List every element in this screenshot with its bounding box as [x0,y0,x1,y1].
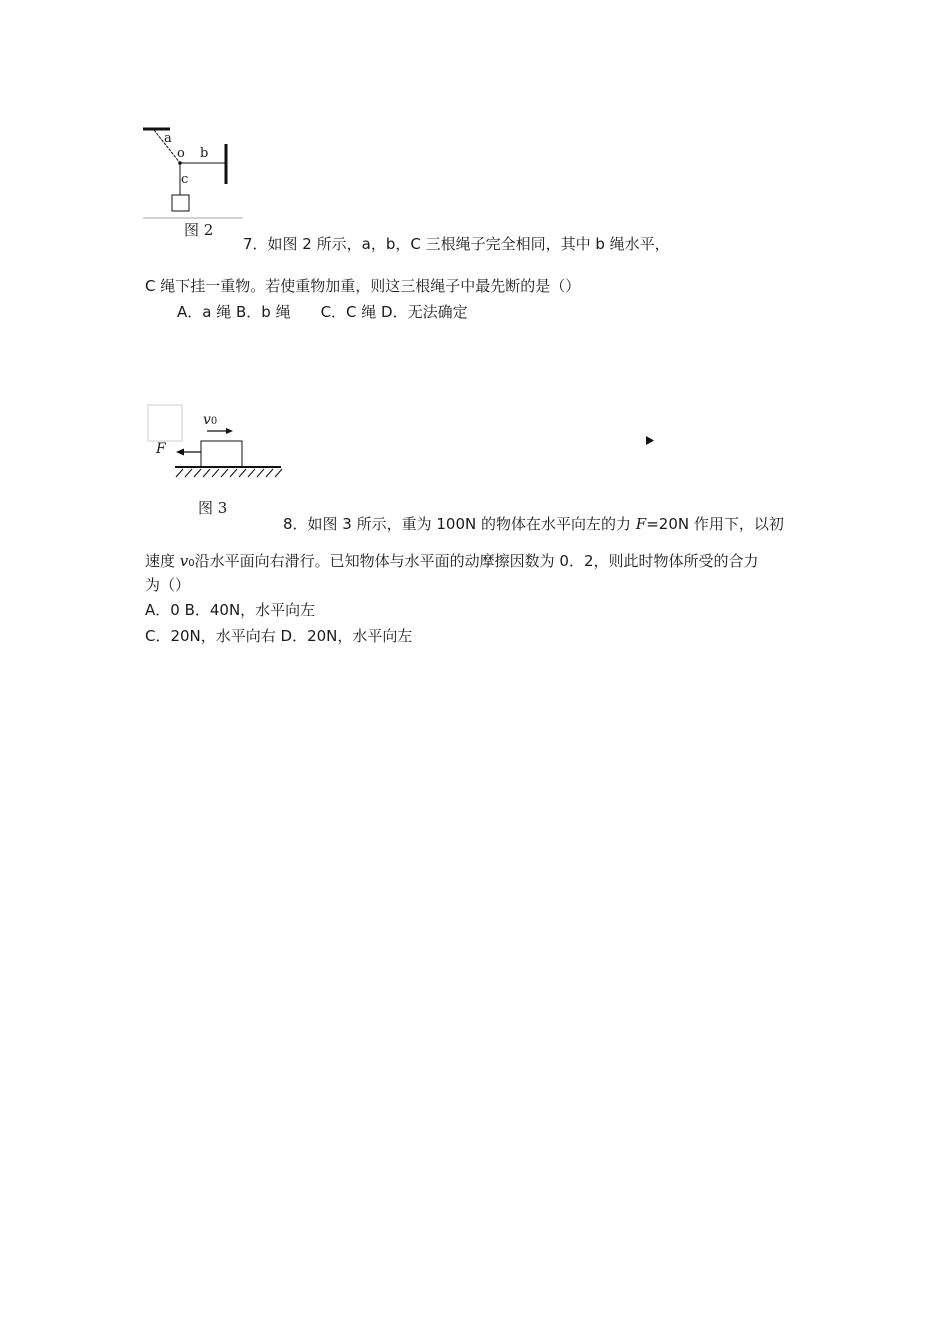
question-7-line-1: 7．如图 2 所示，a，b，C 三根绳子完全相同，其中 b 绳水平， [243,235,670,253]
velocity-arrow-head-icon [226,428,233,434]
light-box [148,405,182,441]
question-8-line-3: 为（） [145,576,191,594]
figure-2-label-b: b [200,146,209,161]
question-8-line-1 [283,514,784,534]
figure-3-label-v: v [203,412,211,428]
figure-2-label-a: a [164,131,172,146]
force-arrow-head-icon [176,449,184,456]
ground-hatching [176,469,282,477]
sliding-block [201,441,242,467]
figure-2-label-o: o [177,146,185,161]
question-8-velocity-symbol: v [179,552,189,570]
question-8-line-1-part-b: =20N 作用下，以初 [646,515,784,533]
figure-3-label-f: F [156,441,166,457]
question-7-options: A．a 绳 B．b 绳 C．C 绳 D．无法确定 [177,303,468,321]
question-8-options-c-d: C．20N，水平向右 D．20N，水平向左 [145,627,413,645]
figure-2-caption: 图 2 [184,221,214,239]
question-7-line-2: C 绳下挂一重物。若使重物加重，则这三根绳子中最先断的是（） [145,277,581,295]
question-8-line-1-part-a: 8．如图 3 所示，重为 100N 的物体在水平向左的力 [283,515,636,533]
figure-3-label-v0 [203,412,217,428]
question-8-options-a-b: A．0 B．40N，水平向左 [145,601,316,619]
question-8-line-2-part-a: 速度 [145,552,180,570]
play-marker-icon [646,436,654,445]
figure-2-label-c: c [181,172,189,187]
question-8-velocity-subscript: 0 [188,558,195,569]
question-8-line-2 [145,551,759,574]
figure-3-label-v-subscript: 0 [210,416,218,427]
figure-3-diagram [0,0,950,520]
question-8-line-2-part-b: 沿水平面向右滑行。已知物体与水平面的动摩擦因数为 0．2，则此时物体所受的合力 [194,552,759,570]
figure-3-caption: 图 3 [198,499,228,517]
question-8-force-symbol: F [635,515,647,533]
